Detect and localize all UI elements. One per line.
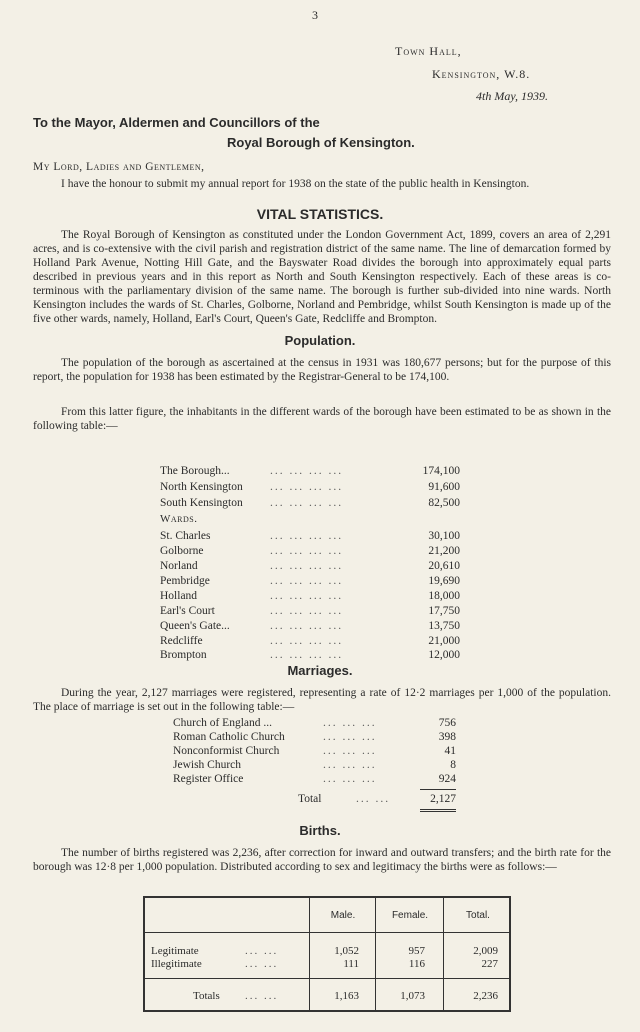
marriage-label: Register Office — [173, 773, 244, 785]
marriage-value: 756 — [438, 717, 456, 729]
cell-legit-male: 1,052 — [334, 945, 359, 957]
ward-row — [160, 590, 460, 604]
marriages-heading: Marriages. — [287, 663, 353, 678]
leader-dots: ... ... ... — [323, 759, 377, 771]
leader-dots: ... ... ... — [323, 773, 377, 785]
leader-dots: ... ... — [356, 793, 391, 805]
leader-dots: ... ... ... ... — [270, 575, 344, 587]
header-rule — [145, 932, 509, 933]
marriages-paragraph: During the year, 2,127 marriages were registered, representing a rate of 12·2 marriages per 1,000 of the population. The place of marriage is set out in the following table:— — [33, 687, 611, 713]
cell-totals-total: 2,236 — [473, 990, 498, 1002]
marriage-value: 8 — [450, 759, 456, 771]
leader-dots: ... ... ... ... — [270, 497, 344, 509]
leader-dots: ... ... ... ... — [270, 530, 344, 542]
header-female: Female. — [391, 910, 429, 921]
ward-value: 18,000 — [428, 590, 460, 602]
leader-dots: ... ... ... ... — [270, 605, 344, 617]
cell-legit-female: 957 — [408, 945, 425, 957]
population-row-value: 91,600 — [428, 481, 460, 493]
births-table — [143, 896, 511, 1012]
marriage-value: 398 — [438, 731, 456, 743]
ward-label: Holland — [160, 590, 198, 602]
leader-dots: ... ... — [245, 958, 279, 970]
ward-label: Earl's Court — [160, 605, 215, 617]
marriage-row — [173, 731, 456, 745]
cell-illegit-female: 116 — [408, 958, 425, 970]
marriage-row — [173, 773, 456, 787]
ward-row — [160, 560, 460, 574]
vital-statistics-paragraph: The Royal Borough of Kensington as constituted under the London Government Act, 1899, covers an area of 2,291 acres, and is co-extensive with the civil parish and registration district of the same name. The line of demarcation formed by Holland Park Avenue, Notting Hill Gate, and the Bayswater Road divides the borough into approximately equal parts described in previous years and in this report as North and South Kensington respectively. Each of these areas is co-terminous with the parliamentary division of the same name. The borough is further sub-divided into nine wards. North Kensington includes the wards of St. Charles, Golborne, Norland and Pembridge, whilst South Kensington is made up of the five other wards, namely, Holland, Earl's Court, Queen's Gate, Redcliffe and Brompton. — [33, 229, 611, 325]
page-number: 3 — [312, 8, 318, 22]
ward-label: Redcliffe — [160, 635, 203, 647]
marriage-total-value: 2,127 — [430, 793, 456, 805]
ward-label: Queen's Gate... — [160, 620, 230, 632]
sum-rule — [420, 789, 456, 790]
leader-dots: ... ... ... ... — [270, 560, 344, 572]
leader-dots: ... ... ... ... — [270, 590, 344, 602]
marriage-label: Church of England ... — [173, 717, 273, 729]
ward-label: Pembridge — [160, 575, 210, 587]
cell-illegit-male: 111 — [343, 958, 359, 970]
ward-value: 21,000 — [428, 635, 460, 647]
double-rule-2 — [420, 811, 456, 812]
address-line-2: Kensington, W.8. — [432, 67, 531, 81]
marriage-row — [173, 759, 456, 773]
double-rule-1 — [420, 809, 456, 810]
ward-value: 21,200 — [428, 545, 460, 557]
ward-value: 17,750 — [428, 605, 460, 617]
ward-row — [160, 530, 460, 544]
cell-totals-male: 1,163 — [334, 990, 359, 1002]
leader-dots: ... ... ... ... — [270, 649, 344, 661]
ward-label: Brompton — [160, 649, 207, 661]
ward-row — [160, 635, 460, 649]
ward-value: 19,690 — [428, 575, 460, 587]
marriage-row — [173, 745, 456, 759]
cell-illegit-total: 227 — [481, 958, 498, 970]
marriage-label: Jewish Church — [173, 759, 242, 771]
ward-label: St. Charles — [160, 530, 211, 542]
leader-dots: ... ... ... — [323, 731, 377, 743]
leader-dots: ... ... ... ... — [270, 481, 344, 493]
births-paragraph: The number of births registered was 2,236, after correction for inward and outward transfers; and the birth rate for the borough was 12·8 per 1,000 population. Distributed according to sex and legitimacy the births were as follows:— — [33, 847, 611, 873]
population-heading: Population. — [284, 333, 356, 348]
ward-label: Golborne — [160, 545, 204, 557]
header-total: Total. — [466, 910, 490, 921]
wards-heading: Wards. — [160, 513, 198, 525]
ward-row — [160, 620, 460, 634]
leader-dots: ... ... ... — [323, 717, 377, 729]
ward-value: 12,000 — [428, 649, 460, 661]
totals-rule — [145, 978, 509, 979]
header-male: Male. — [330, 910, 356, 921]
population-row-label: South Kensington — [160, 497, 243, 509]
ward-value: 20,610 — [428, 560, 460, 572]
leader-dots: ... ... ... ... — [270, 545, 344, 557]
salutation-line-2: Royal Borough of Kensington. — [227, 135, 415, 150]
row-label-illegitimate: Illegitimate — [151, 958, 202, 970]
marriage-value: 41 — [444, 745, 456, 757]
population-paragraph-1: The population of the borough as ascertained at the census in 1931 was 180,677 persons; but for the purpose of this report, the population for 1938 has been estimated by the Registrar-General to be 174,100. — [33, 357, 611, 383]
ward-row — [160, 649, 460, 663]
ward-value: 13,750 — [428, 620, 460, 632]
population-row — [160, 481, 460, 495]
cell-legit-total: 2,009 — [473, 945, 498, 957]
leader-dots: ... ... ... ... — [270, 635, 344, 647]
population-row-label: North Kensington — [160, 481, 243, 493]
ward-label: Norland — [160, 560, 198, 572]
ward-row — [160, 545, 460, 559]
population-row — [160, 465, 460, 479]
ward-row — [160, 575, 460, 589]
marriage-value: 924 — [438, 773, 456, 785]
greeting: My Lord, Ladies and Gentlemen, — [33, 161, 205, 173]
address-line-1: Town Hall, — [395, 44, 462, 58]
cell-totals-female: 1,073 — [400, 990, 425, 1002]
ward-value: 30,100 — [428, 530, 460, 542]
leader-dots: ... ... ... ... — [270, 620, 344, 632]
row-label-totals: Totals — [193, 990, 220, 1002]
intro-paragraph: I have the honour to submit my annual report for 1938 on the state of the public health in Kensington. — [61, 178, 530, 190]
marriage-label: Nonconformist Church — [173, 745, 280, 757]
report-date: 4th May, 1939. — [476, 89, 548, 103]
population-row — [160, 497, 460, 511]
marriage-row — [173, 717, 456, 731]
marriage-label: Roman Catholic Church — [173, 731, 285, 743]
population-row-value: 82,500 — [428, 497, 460, 509]
births-heading: Births. — [299, 823, 341, 838]
population-row-label: The Borough... — [160, 465, 230, 477]
salutation-line-1: To the Mayor, Aldermen and Councillors of the — [33, 115, 320, 130]
population-paragraph-2: From this latter figure, the inhabitants in the different wards of the borough have been estimated to be as shown in the following table:— — [33, 406, 611, 432]
row-label-legitimate: Legitimate — [151, 945, 199, 957]
leader-dots: ... ... — [245, 945, 279, 957]
population-row-value: 174,100 — [422, 465, 460, 477]
leader-dots: ... ... ... ... — [270, 465, 344, 477]
vital-statistics-heading: VITAL STATISTICS. — [256, 206, 384, 222]
ward-row — [160, 605, 460, 619]
marriage-total-label: Total — [298, 793, 322, 805]
leader-dots: ... ... — [245, 990, 279, 1002]
leader-dots: ... ... ... — [323, 745, 377, 757]
